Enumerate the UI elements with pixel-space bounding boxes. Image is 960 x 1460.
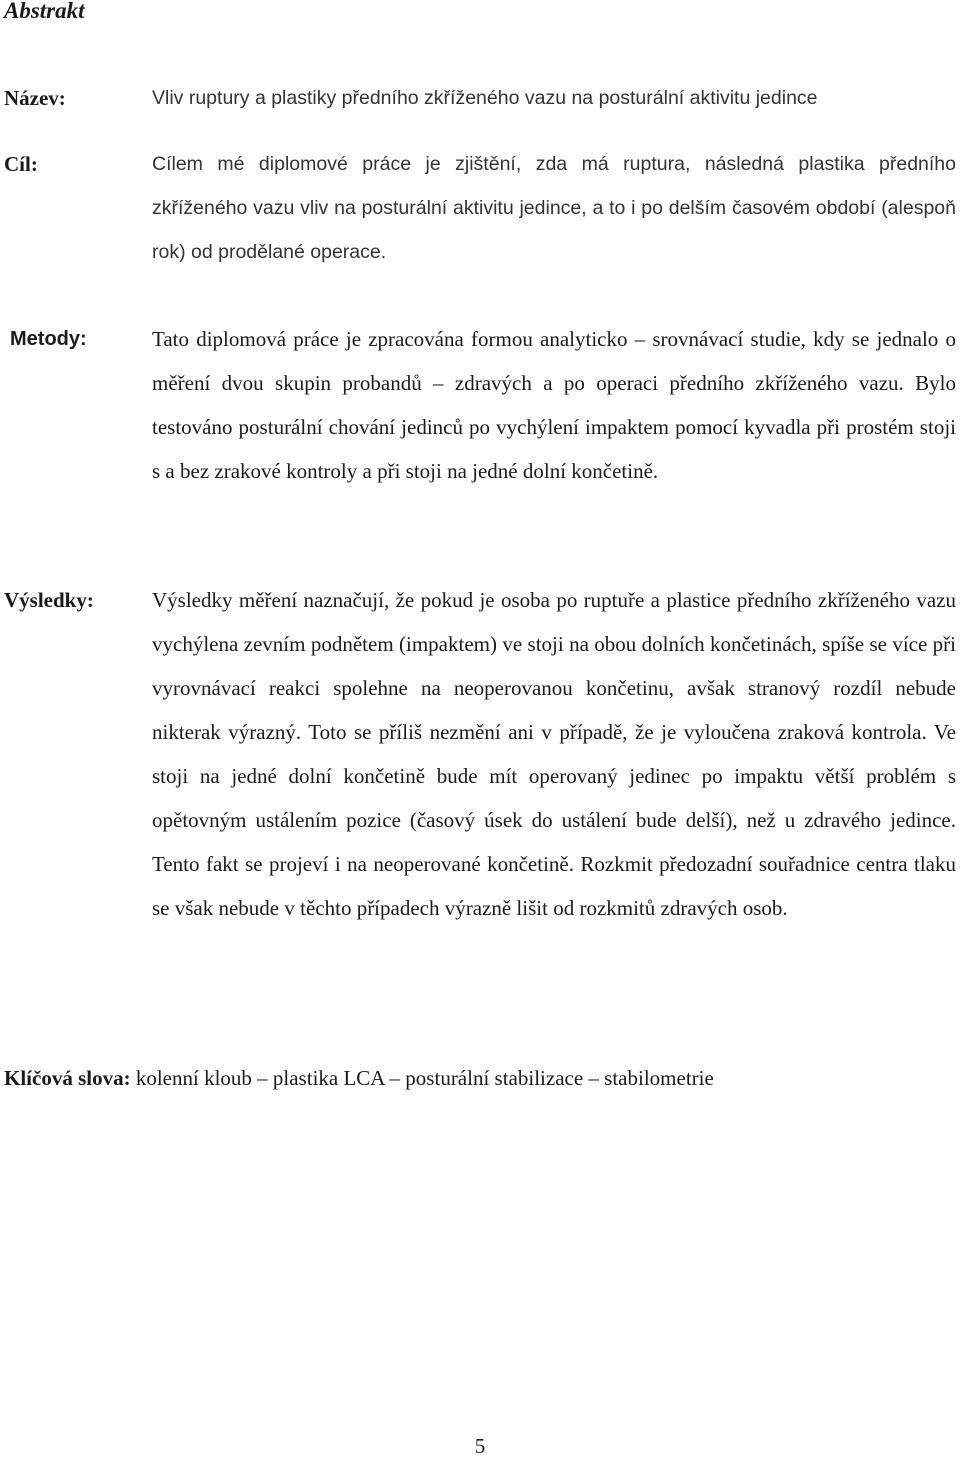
keywords-line: [4, 1060, 714, 1096]
section-body-goal: Cílem mé diplomové práce je zjištění, zda má ruptura, následná plastika předního zkříženého vazu vliv na posturální aktivitu jedince, a to i po delším časovém období (alespoň rok) od prodělané operace.: [152, 153, 956, 263]
keywords-label: Klíčová slova:: [4, 1066, 131, 1090]
section-label-goal: Cíl:: [4, 152, 38, 176]
section-label-title: Název:: [4, 86, 66, 110]
page-heading: Abstrakt: [4, 0, 85, 23]
page-number: 5: [474, 1434, 486, 1458]
section-body-title: Vliv ruptury a plastiky předního zkříženého vazu na posturální aktivitu jedince: [152, 87, 818, 109]
section-body-results: Výsledky měření naznačují, že pokud je osoba po ruptuře a plastice předního zkříženého vazu vychýlena zevním podnětem (impaktem) ve stoji na obou dolních končetinách, spíše se více při vyrovnávací reakci spolehne na neoperovanou končetinu, avšak stranový rozdíl nebude nikterak výrazný. Toto se příliš nezmění ani v případě, že je vyloučena zraková kontrola. Ve stoji na jedné dolní končetině bude mít operovaný jedinec po impaktu větší problém s opětovným ustálením pozice (časový úsek do ustálení bude delší), než u zdravého jedince. Tento fakt se projeví i na neoperované končetině. Rozkmit předozadní souřadnice centra tlaku se však nebude v těchto případech výrazně lišit od rozkmitů zdravých osob.: [152, 588, 956, 920]
section-body-methods: Tato diplomová práce je zpracována formou analyticko – srovnávací studie, kdy se jednalo o měření dvou skupin probandů – zdravých a po operaci předního zkříženého vazu. Bylo testováno posturální chování jedinců po vychýlení impaktem pomocí kyvadla při prostém stoji s a bez zrakové kontroly a při stoji na jedné dolní končetině.: [152, 327, 956, 483]
section-label-results: Výsledky:: [4, 588, 94, 612]
section-label-methods: Metody:: [10, 328, 87, 350]
keywords-text: kolenní kloub – plastika LCA – posturální stabilizace – stabilometrie: [135, 1066, 714, 1090]
